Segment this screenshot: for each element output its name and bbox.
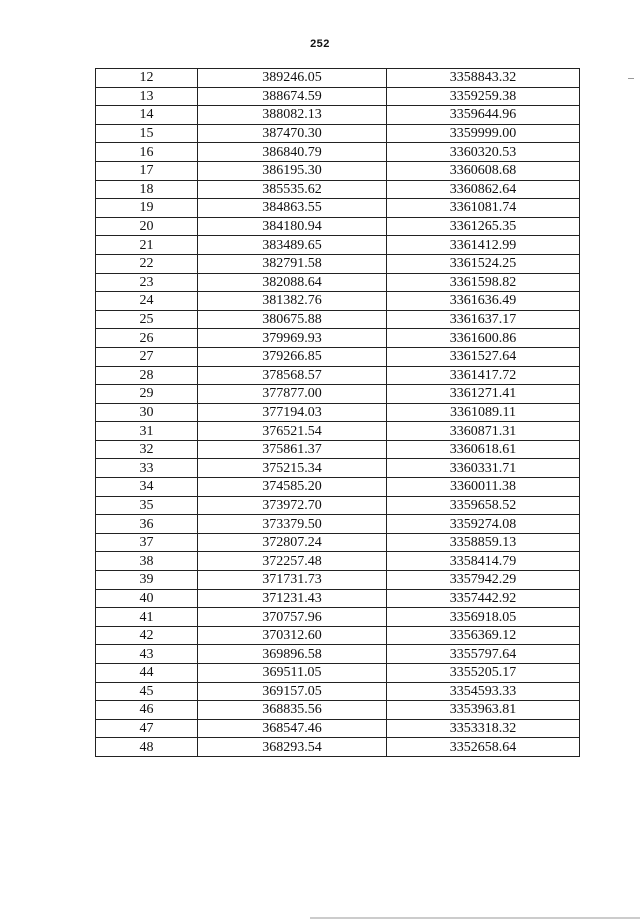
table-row [96, 143, 580, 162]
point-number-cell: 47 [96, 719, 198, 738]
x-coordinate-cell: 369896.58 [198, 645, 387, 664]
y-coordinate-cell: 3358414.79 [387, 552, 580, 571]
point-number-cell: 46 [96, 701, 198, 720]
table-row [96, 87, 580, 106]
point-number-cell: 14 [96, 106, 198, 125]
point-number-cell: 16 [96, 143, 198, 162]
table-row [96, 440, 580, 459]
y-coordinate-cell: 3358843.32 [387, 69, 580, 88]
x-coordinate-cell: 386195.30 [198, 161, 387, 180]
table-row [96, 701, 580, 720]
point-number-cell: 17 [96, 161, 198, 180]
x-coordinate-cell: 378568.57 [198, 366, 387, 385]
table-row [96, 664, 580, 683]
point-number-cell: 48 [96, 738, 198, 757]
table-row [96, 366, 580, 385]
y-coordinate-cell: 3360331.71 [387, 459, 580, 478]
x-coordinate-cell: 368293.54 [198, 738, 387, 757]
point-number-cell: 41 [96, 608, 198, 627]
table-row [96, 124, 580, 143]
y-coordinate-cell: 3361637.17 [387, 310, 580, 329]
point-number-cell: 32 [96, 440, 198, 459]
point-number-cell: 26 [96, 329, 198, 348]
point-number-cell: 21 [96, 236, 198, 255]
table-row [96, 161, 580, 180]
x-coordinate-cell: 380675.88 [198, 310, 387, 329]
x-coordinate-cell: 368835.56 [198, 701, 387, 720]
x-coordinate-cell: 371731.73 [198, 571, 387, 590]
x-coordinate-cell: 372807.24 [198, 533, 387, 552]
table-row [96, 106, 580, 125]
y-coordinate-cell: 3360011.38 [387, 478, 580, 497]
x-coordinate-cell: 374585.20 [198, 478, 387, 497]
table-row [96, 329, 580, 348]
point-number-cell: 30 [96, 403, 198, 422]
x-coordinate-cell: 368547.46 [198, 719, 387, 738]
y-coordinate-cell: 3354593.33 [387, 682, 580, 701]
y-coordinate-cell: 3359999.00 [387, 124, 580, 143]
y-coordinate-cell: 3361600.86 [387, 329, 580, 348]
point-number-cell: 27 [96, 347, 198, 366]
point-number-cell: 38 [96, 552, 198, 571]
x-coordinate-cell: 388082.13 [198, 106, 387, 125]
y-coordinate-cell: 3356918.05 [387, 608, 580, 627]
x-coordinate-cell: 381382.76 [198, 292, 387, 311]
point-number-cell: 12 [96, 69, 198, 88]
point-number-cell: 31 [96, 422, 198, 441]
point-number-cell: 28 [96, 366, 198, 385]
y-coordinate-cell: 3361527.64 [387, 347, 580, 366]
x-coordinate-cell: 388674.59 [198, 87, 387, 106]
x-coordinate-cell: 369157.05 [198, 682, 387, 701]
y-coordinate-cell: 3360871.31 [387, 422, 580, 441]
x-coordinate-cell: 383489.65 [198, 236, 387, 255]
point-number-cell: 43 [96, 645, 198, 664]
y-coordinate-cell: 3360320.53 [387, 143, 580, 162]
table-row [96, 478, 580, 497]
coordinate-table [95, 68, 580, 757]
y-coordinate-cell: 3361089.11 [387, 403, 580, 422]
y-coordinate-cell: 3352658.64 [387, 738, 580, 757]
point-number-cell: 22 [96, 254, 198, 273]
y-coordinate-cell: 3358859.13 [387, 533, 580, 552]
y-coordinate-cell: 3359259.38 [387, 87, 580, 106]
table-row [96, 385, 580, 404]
y-coordinate-cell: 3359658.52 [387, 496, 580, 515]
x-coordinate-cell: 375215.34 [198, 459, 387, 478]
x-coordinate-cell: 379969.93 [198, 329, 387, 348]
x-coordinate-cell: 377194.03 [198, 403, 387, 422]
table-row [96, 199, 580, 218]
table-row [96, 589, 580, 608]
y-coordinate-cell: 3359644.96 [387, 106, 580, 125]
y-coordinate-cell: 3361412.99 [387, 236, 580, 255]
x-coordinate-cell: 370312.60 [198, 626, 387, 645]
y-coordinate-cell: 3353963.81 [387, 701, 580, 720]
point-number-cell: 18 [96, 180, 198, 199]
x-coordinate-cell: 382088.64 [198, 273, 387, 292]
table-row [96, 552, 580, 571]
table-row [96, 682, 580, 701]
table-row [96, 515, 580, 534]
y-coordinate-cell: 3360862.64 [387, 180, 580, 199]
table-row [96, 403, 580, 422]
point-number-cell: 13 [96, 87, 198, 106]
table-row [96, 254, 580, 273]
y-coordinate-cell: 3356369.12 [387, 626, 580, 645]
y-coordinate-cell: 3359274.08 [387, 515, 580, 534]
y-coordinate-cell: 3355205.17 [387, 664, 580, 683]
point-number-cell: 34 [96, 478, 198, 497]
x-coordinate-cell: 384863.55 [198, 199, 387, 218]
table-row [96, 217, 580, 236]
y-coordinate-cell: 3360608.68 [387, 161, 580, 180]
point-number-cell: 37 [96, 533, 198, 552]
y-coordinate-cell: 3361636.49 [387, 292, 580, 311]
x-coordinate-cell: 385535.62 [198, 180, 387, 199]
x-coordinate-cell: 379266.85 [198, 347, 387, 366]
x-coordinate-cell: 373972.70 [198, 496, 387, 515]
x-coordinate-cell: 377877.00 [198, 385, 387, 404]
x-coordinate-cell: 375861.37 [198, 440, 387, 459]
point-number-cell: 33 [96, 459, 198, 478]
y-coordinate-cell: 3361265.35 [387, 217, 580, 236]
table-row [96, 347, 580, 366]
point-number-cell: 40 [96, 589, 198, 608]
point-number-cell: 19 [96, 199, 198, 218]
x-coordinate-cell: 386840.79 [198, 143, 387, 162]
x-coordinate-cell: 382791.58 [198, 254, 387, 273]
table-row [96, 459, 580, 478]
y-coordinate-cell: 3357942.29 [387, 571, 580, 590]
point-number-cell: 39 [96, 571, 198, 590]
y-coordinate-cell: 3353318.32 [387, 719, 580, 738]
scan-edge-mark [628, 78, 634, 79]
x-coordinate-cell: 384180.94 [198, 217, 387, 236]
point-number-cell: 20 [96, 217, 198, 236]
table-row [96, 69, 580, 88]
x-coordinate-cell: 387470.30 [198, 124, 387, 143]
y-coordinate-cell: 3361271.41 [387, 385, 580, 404]
x-coordinate-cell: 389246.05 [198, 69, 387, 88]
y-coordinate-cell: 3361524.25 [387, 254, 580, 273]
x-coordinate-cell: 373379.50 [198, 515, 387, 534]
point-number-cell: 25 [96, 310, 198, 329]
y-coordinate-cell: 3361598.82 [387, 273, 580, 292]
point-number-cell: 36 [96, 515, 198, 534]
table-row [96, 645, 580, 664]
point-number-cell: 44 [96, 664, 198, 683]
table-row [96, 719, 580, 738]
table-row [96, 180, 580, 199]
table-row [96, 533, 580, 552]
point-number-cell: 15 [96, 124, 198, 143]
x-coordinate-cell: 372257.48 [198, 552, 387, 571]
x-coordinate-cell: 370757.96 [198, 608, 387, 627]
point-number-cell: 29 [96, 385, 198, 404]
y-coordinate-cell: 3360618.61 [387, 440, 580, 459]
y-coordinate-cell: 3357442.92 [387, 589, 580, 608]
y-coordinate-cell: 3355797.64 [387, 645, 580, 664]
table-row [96, 236, 580, 255]
table-row [96, 571, 580, 590]
table-row [96, 273, 580, 292]
table-row [96, 496, 580, 515]
page-number: 252 [310, 38, 330, 50]
x-coordinate-cell: 371231.43 [198, 589, 387, 608]
table-row [96, 608, 580, 627]
table-row [96, 310, 580, 329]
x-coordinate-cell: 369511.05 [198, 664, 387, 683]
table-row [96, 738, 580, 757]
y-coordinate-cell: 3361417.72 [387, 366, 580, 385]
coordinate-table-body [96, 69, 580, 757]
point-number-cell: 23 [96, 273, 198, 292]
y-coordinate-cell: 3361081.74 [387, 199, 580, 218]
point-number-cell: 45 [96, 682, 198, 701]
table-row [96, 626, 580, 645]
table-row [96, 292, 580, 311]
table-row [96, 422, 580, 441]
point-number-cell: 35 [96, 496, 198, 515]
x-coordinate-cell: 376521.54 [198, 422, 387, 441]
point-number-cell: 42 [96, 626, 198, 645]
point-number-cell: 24 [96, 292, 198, 311]
